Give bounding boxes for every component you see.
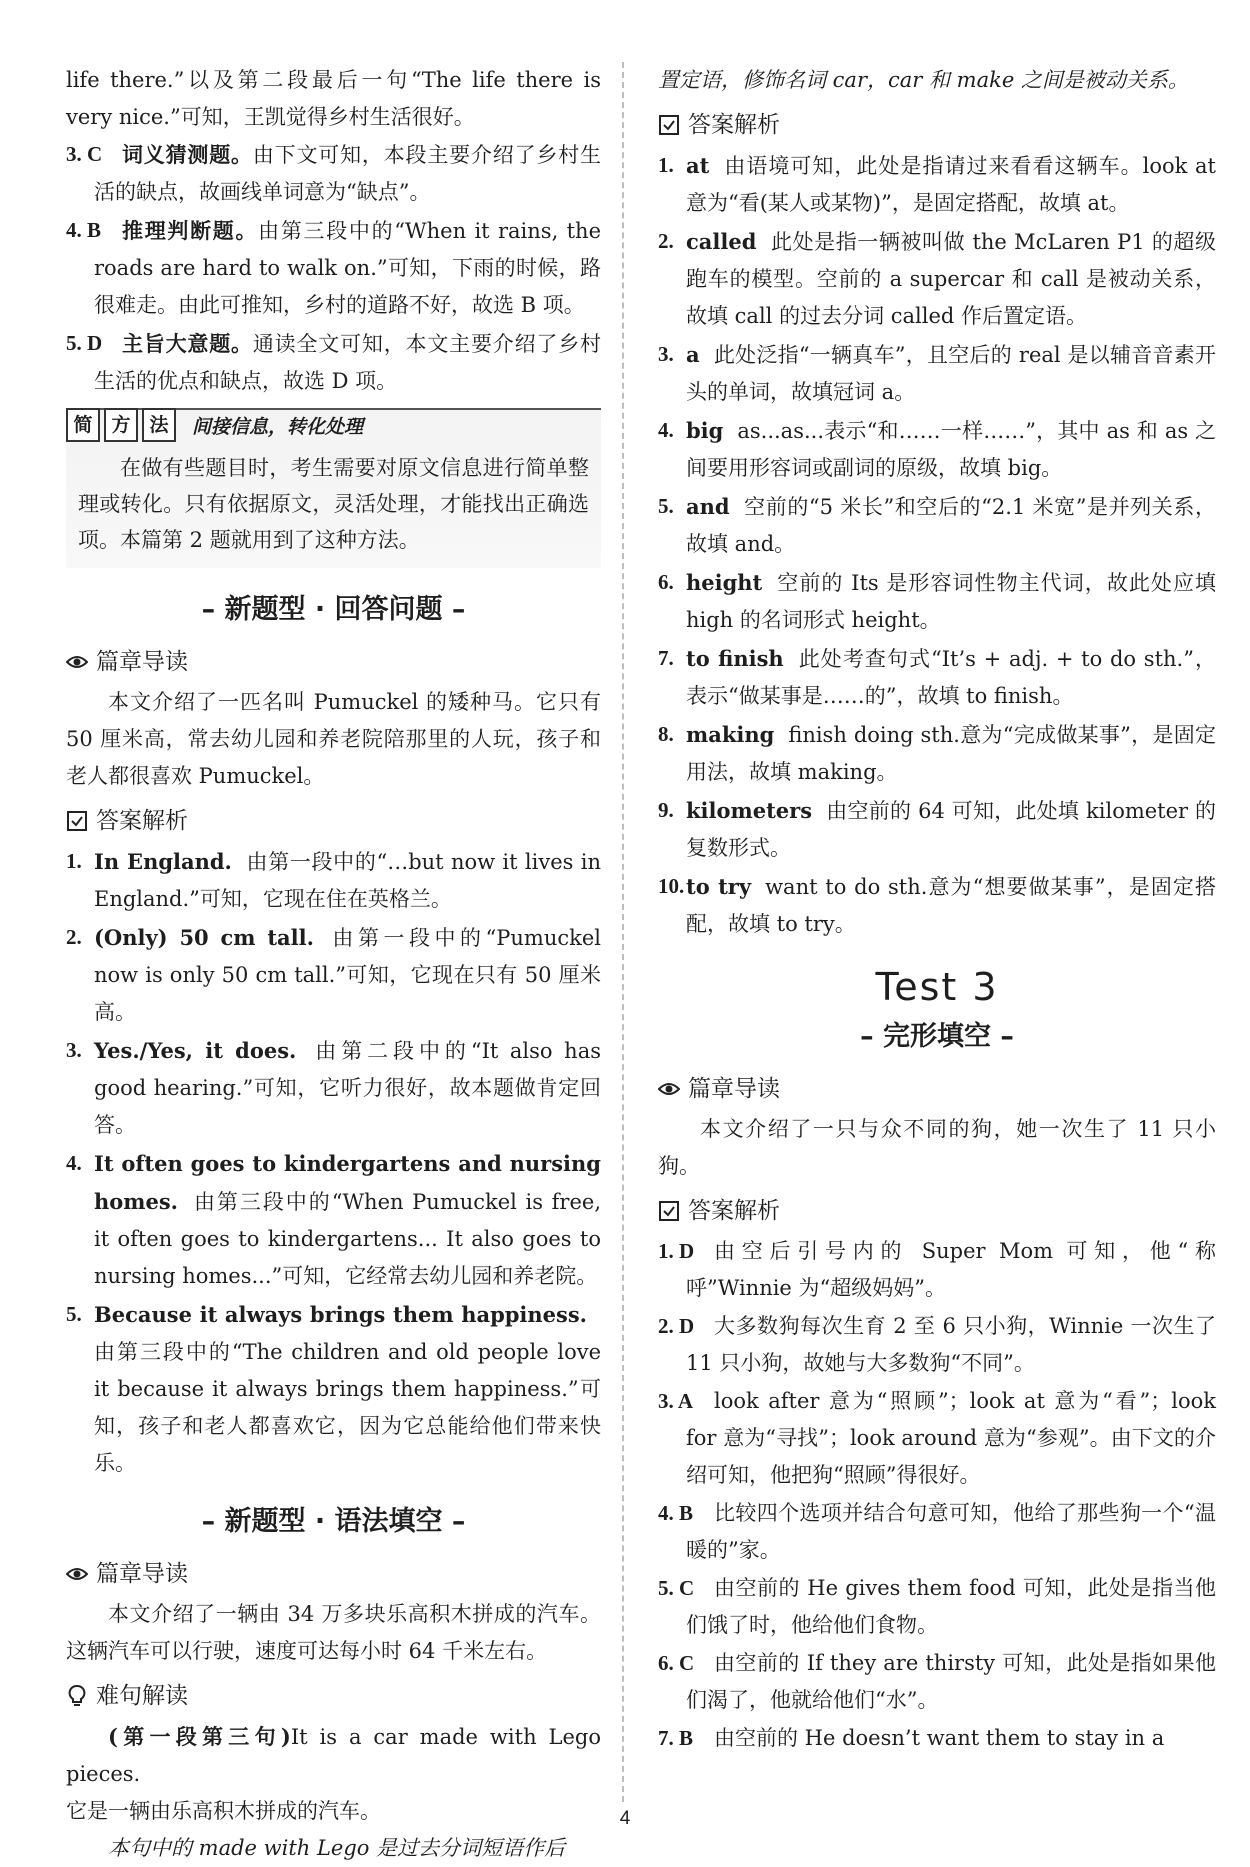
item-text: 由第二段中的“It also has good hearing.”可知，它听力很好，故本题做肯定回答。 <box>94 1039 601 1137</box>
item-number: 2. <box>66 925 82 949</box>
item-text: 此处考查句式“It’s + adj. + to do sth.”，表示“做某事是……的”，故填 to finish。 <box>686 647 1216 708</box>
item-lead: to try <box>686 874 752 899</box>
guide-text: 本文介绍了一匹名叫 Pumuckel 的矮种马。它只有 50 厘米高，常去幼儿园和养老院陪那里的人玩，孩子和老人都很喜欢 Pumuckel。 <box>66 690 601 788</box>
item-number: 10. <box>658 874 685 898</box>
item-text: 大多数狗每次生育 2 至 6 只小狗，Winnie 一次生了 11 只小狗，故她与大多数狗“不同”。 <box>686 1314 1216 1375</box>
item-lead: at <box>686 153 710 178</box>
lightbulb-icon <box>66 1685 88 1707</box>
item-number: 5. <box>66 1302 82 1326</box>
grammar-item-10 <box>658 868 1216 943</box>
cloze-item-3 <box>658 1383 1216 1494</box>
item-number: 5. C <box>658 1576 695 1600</box>
guide-heading <box>658 1069 1216 1109</box>
grammar-item-9 <box>658 792 1216 867</box>
item-lead: 主旨大意题。 <box>122 331 253 356</box>
item-number: 4. B <box>658 1501 694 1525</box>
guide-label: 篇章导读 <box>688 1076 780 1102</box>
item-text: 比较四个选项并结合句意可知，他给了那些狗一个“温暖的”家。 <box>686 1501 1216 1562</box>
qa-item-4 <box>66 1145 601 1295</box>
item-text: 由第三段中的“The children and old people love it because it always brings them happiness.”可知，孩子和老人都喜欢它，因为它总能给他们带来快乐。 <box>94 1340 601 1475</box>
hard-english: It is a car made with Lego pieces. <box>66 1725 602 1786</box>
item-number: 4. B <box>66 218 102 242</box>
qa-item-3 <box>66 1032 601 1144</box>
item-lead: Yes./Yes, it does. <box>94 1038 297 1063</box>
item-number: 4. <box>658 418 674 442</box>
grammar-item-5 <box>658 488 1216 563</box>
paragraph: life there.”以及第二段最后一句“The life there is very nice.”可知，王凯觉得乡村生活很好。 <box>66 68 601 129</box>
item-number: 9. <box>658 798 674 822</box>
method-text: 在做有些题目时，考生需要对原文信息进行简单整理或转化。只有依据原文，灵活处理，才能找出正确选项。本篇第 2 题就用到了这种方法。 <box>78 456 589 552</box>
guide-label: 篇章导读 <box>96 649 188 675</box>
hard-lead: (第一段第三句) <box>108 1724 291 1749</box>
item-text: 由空前的 If they are thirsty 可知，此处是指如果他们渴了，他就给他们“水”。 <box>686 1651 1216 1712</box>
item-text: 此处泛指“一辆真车”，且空后的 real 是以辅音音素开头的单词，故填冠词 a。 <box>686 343 1216 404</box>
item-text: 由第三段中的“When Pumuckel is free, it often goes to kindergartens... It also goes to nursing homes...”可知，它经常去幼儿园和养老院。 <box>94 1190 601 1288</box>
item-text: 空前的 Its 是形容词性物主代词，故此处应填 high 的名词形式 height。 <box>686 571 1216 632</box>
item-number: 2. D <box>658 1314 695 1338</box>
item-text: want to do sth.意为“想要做某事”，是固定搭配，故填 to try。 <box>686 875 1217 936</box>
item-lead: making <box>686 722 775 747</box>
eye-icon <box>658 1078 680 1100</box>
item-lead: height <box>686 570 763 595</box>
eye-icon <box>66 1563 88 1585</box>
item-number: 1. D <box>658 1239 695 1263</box>
hard-sentence <box>66 1718 601 1793</box>
item-text: 由第一段中的“…but now it lives in England.”可知，它现在住在英格兰。 <box>94 850 601 911</box>
cloze-item-7 <box>658 1720 1216 1757</box>
item-lead: and <box>686 494 730 519</box>
answer-item-3 <box>66 136 601 211</box>
item-text: as...as...表示“和……一样……”，其中 as 和 as 之间要用形容词或副词的原级，故填 big。 <box>686 419 1216 480</box>
item-number: 5. D <box>66 331 103 355</box>
item-text: look after 意为“照顾”；look at 意为“看”；look for 意为“寻找”；look around 意为“参观”。由下文的介绍可知，他把狗“照顾”得很好。 <box>686 1389 1216 1487</box>
guide-heading <box>66 642 601 682</box>
item-text: 由空前的 He doesn’t want them to stay in a <box>714 1726 1165 1750</box>
cloze-item-6 <box>658 1645 1216 1719</box>
grammar-item-2 <box>658 223 1216 335</box>
column-divider <box>622 62 624 1802</box>
item-number: 3. C <box>66 142 103 166</box>
cloze-item-4 <box>658 1495 1216 1569</box>
item-number: 1. <box>658 153 674 177</box>
item-text: 由第一段中的“Pumuckel now is only 50 cm tall.”可知，它现在只有 50 厘米高。 <box>94 926 601 1024</box>
grammar-item-1 <box>658 147 1216 222</box>
item-lead: 词义猜测题。 <box>122 142 253 167</box>
answer-item-5 <box>66 325 601 400</box>
item-number: 2. <box>658 229 674 253</box>
item-lead: It often goes to kindergartens and nursing homes. <box>94 1151 601 1214</box>
left-column <box>66 62 601 1867</box>
item-lead: (Only) 50 cm tall. <box>94 925 314 950</box>
grammar-item-3 <box>658 336 1216 411</box>
item-number: 7. B <box>658 1726 694 1750</box>
item-text: finish doing sth.意为“完成做某事”，是固定用法，故填 making。 <box>686 723 1216 784</box>
item-text: 通读全文可知，本文主要介绍了乡村生活的优点和缺点，故选 D 项。 <box>94 332 602 393</box>
grammar-item-7 <box>658 640 1216 715</box>
item-number: 4. <box>66 1151 82 1175</box>
method-box <box>66 408 601 568</box>
item-text: 此处是指一辆被叫做 the McLaren P1 的超级跑车的模型。空前的 a supercar 和 call 是被动关系，故填 call 的过去分词 called 作后置定语。 <box>686 230 1216 328</box>
answer-item-4 <box>66 212 601 324</box>
cloze-item-1 <box>658 1233 1216 1307</box>
item-number: 8. <box>658 722 674 746</box>
item-number: 3. <box>658 342 674 366</box>
method-tag: 法 <box>142 408 176 442</box>
item-lead: called <box>686 229 757 254</box>
item-lead: kilometers <box>686 798 813 823</box>
eye-icon <box>66 651 88 673</box>
guide-text: 本文介绍了一辆由 34 万多块乐高积木拼成的汽车。这辆汽车可以行驶，速度可达每小时 64 千米左右。 <box>66 1602 601 1663</box>
checkbox-icon <box>66 810 88 832</box>
item-number: 3. <box>66 1038 82 1062</box>
guide-label: 篇章导读 <box>96 1561 188 1587</box>
checkbox-icon <box>658 1200 680 1222</box>
section-title-grammar: – 新题型 · 语法填空 – <box>201 1506 466 1537</box>
item-lead: to finish <box>686 646 784 671</box>
guide-heading <box>66 1554 601 1594</box>
hard-translation: 它是一辆由乐高积木拼成的汽车。 <box>66 1799 381 1823</box>
answer-heading <box>66 801 601 841</box>
item-text: 由下文可知，本段主要介绍了乡村生活的缺点，故画线单词意为“缺点”。 <box>94 143 602 204</box>
grammar-item-4 <box>658 412 1216 487</box>
answer-label: 答案解析 <box>96 808 188 834</box>
item-number: 3. A <box>658 1389 694 1413</box>
item-number: 6. <box>658 570 674 594</box>
item-lead: 推理判断题。 <box>122 218 259 243</box>
qa-item-2 <box>66 919 601 1031</box>
cloze-item-5 <box>658 1570 1216 1644</box>
qa-item-1 <box>66 843 601 918</box>
item-number: 7. <box>658 646 674 670</box>
item-text: 由第三段中的“When it rains, the roads are hard to walk on.”可知，下雨的时候，路很难走。由此可推知，乡村的道路不好，故选 B 项。 <box>94 219 602 317</box>
item-text: 由空后引号内的 Super Mom 可知，他“称呼”Winnie 为“超级妈妈”。 <box>686 1239 1216 1300</box>
page-number: 4 <box>619 1808 631 1829</box>
hard-sentence-heading <box>66 1676 601 1716</box>
item-text: 空前的“5 米长”和空后的“2.1 米宽”是并列关系，故填 and。 <box>686 495 1216 556</box>
item-lead: Because it always brings them happiness. <box>94 1302 587 1327</box>
qa-item-5 <box>66 1296 601 1482</box>
hard-label: 难句解读 <box>96 1683 188 1709</box>
answer-heading <box>658 105 1216 145</box>
test-title: Test 3 <box>875 965 999 1009</box>
answer-label: 答案解析 <box>688 112 780 138</box>
note-continued: 置定语，修饰名词 car，car 和 make 之间是被动关系。 <box>658 68 1189 92</box>
answer-heading <box>658 1191 1216 1231</box>
method-tag: 方 <box>104 408 138 442</box>
method-header <box>66 408 601 442</box>
item-text: 由语境可知，此处是指请过来看看这辆车。look at 意为“看(某人或某物)”，是固定搭配，故填 at。 <box>686 154 1216 215</box>
right-column <box>658 62 1216 1758</box>
method-tag: 简 <box>66 408 100 442</box>
checkbox-icon <box>658 114 680 136</box>
grammar-item-8 <box>658 716 1216 791</box>
item-text: 由空前的 64 可知，此处填 kilometer 的复数形式。 <box>686 799 1216 860</box>
section-title-qa: – 新题型 · 回答问题 – <box>201 594 466 625</box>
guide-text: 本文介绍了一只与众不同的狗，她一次生了 11 只小狗。 <box>658 1117 1216 1178</box>
item-number: 1. <box>66 849 82 873</box>
cloze-item-2 <box>658 1308 1216 1382</box>
item-text: 由空前的 He gives them food 可知，此处是指当他们饿了时，他给他们食物。 <box>686 1576 1216 1637</box>
answer-label: 答案解析 <box>688 1198 780 1224</box>
item-lead: a <box>686 342 700 367</box>
grammar-item-6 <box>658 564 1216 639</box>
hard-note: 本句中的 made with Lego 是过去分词短语作后 <box>108 1836 566 1860</box>
section-title-cloze: – 完形填空 – <box>860 1021 1014 1052</box>
item-number: 6. C <box>658 1651 695 1675</box>
item-lead: In England. <box>94 849 232 874</box>
method-subtitle: 间接信息，转化处理 <box>192 415 364 438</box>
item-lead: big <box>686 418 724 443</box>
item-number: 5. <box>658 494 674 518</box>
